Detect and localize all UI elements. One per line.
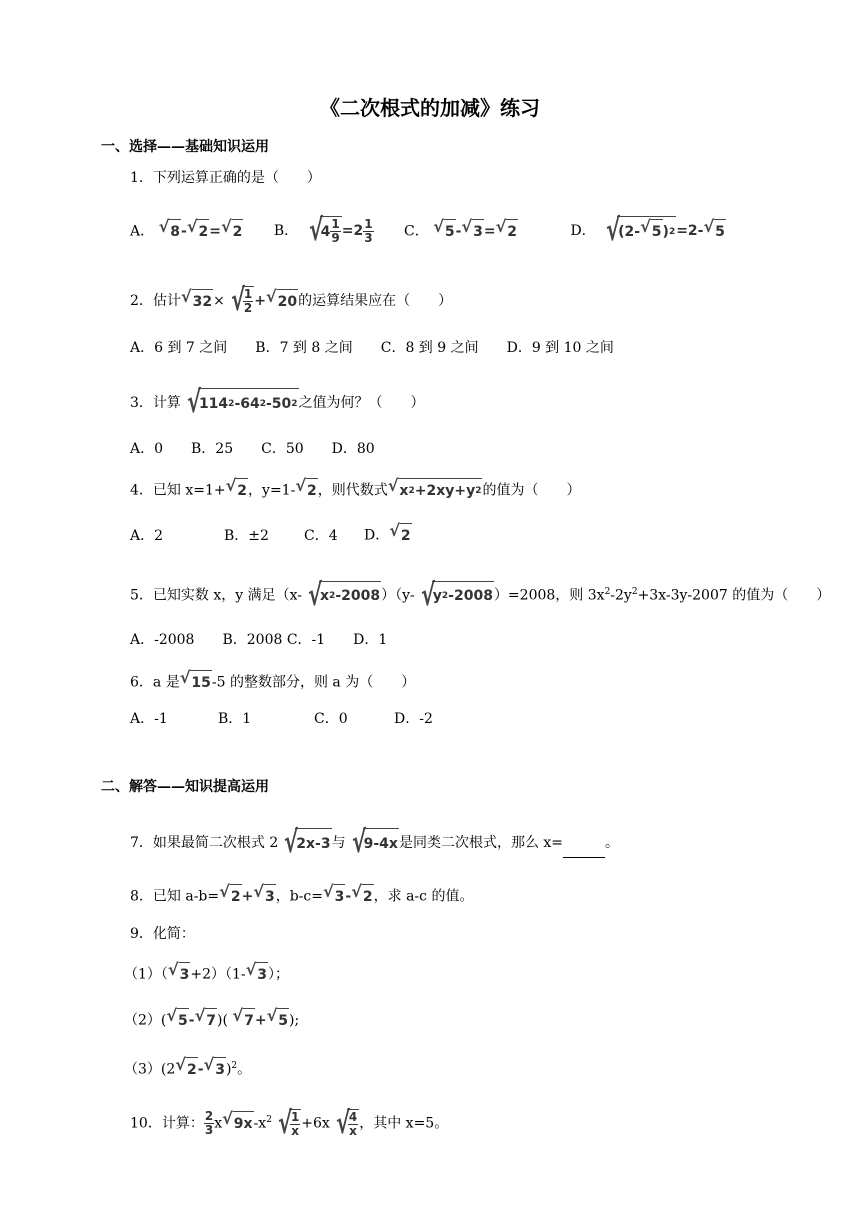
text: （2）(: [124, 1012, 167, 1029]
question-2-options: A．6 到 7 之间 B．7 到 8 之间 C．8 到 9 之间 D．9 到 10 之间: [130, 340, 614, 356]
math-expr: 9x: [233, 1111, 254, 1136]
option-label: D．: [570, 223, 596, 239]
text: )(: [217, 1012, 233, 1029]
q1-option-a: A． √ 8 - √ 2 = √ 2: [130, 219, 243, 244]
math-expr: 2: [230, 884, 242, 909]
math-expr: x: [214, 1115, 223, 1132]
question-10-stem: 10．计算： $\frac{2}{3}$ x √ 9x $-x^2$ √ $\frac{1}{x}$ +6x √ $\frac{4}{x}$ ，其中 x=5。: [130, 1105, 449, 1141]
math-op: +: [241, 888, 254, 905]
q1-option-b: B． √ 4 $\frac{1}{9}$ =2 $\frac{1}{3}$: [273, 213, 373, 248]
text: 7．如果最简二次根式 2: [130, 835, 279, 851]
question-1-options: [130, 213, 726, 248]
text: （1）（: [124, 966, 168, 983]
section-2-heading: 二、解答——知识提高运用: [101, 779, 269, 795]
text: -2y: [610, 587, 632, 604]
math-op: -: [197, 1061, 204, 1078]
exponent: 2: [441, 591, 449, 602]
text: 。: [605, 835, 620, 851]
question-5-options: A．-2008 B．2008 C．-1 D．1: [130, 632, 388, 648]
text: ，b-c=: [275, 888, 323, 905]
fraction-denominator: 3: [364, 230, 373, 245]
math-expr: 5: [277, 1008, 289, 1033]
fraction-denominator: x: [291, 1123, 299, 1138]
text: （3）(2: [124, 1061, 176, 1078]
q1-option-c: C． √ 5 - √ 3 = √ 2: [404, 219, 518, 244]
question-4-options: [130, 523, 412, 548]
math-expr: 3: [264, 884, 276, 909]
exponent: 2: [291, 398, 298, 409]
math-expr: 3: [256, 962, 268, 987]
text: ，y=1-: [248, 482, 296, 499]
math-expr: 2: [236, 478, 248, 503]
q6-option-a: A．-1: [130, 711, 168, 727]
math-expr: 114: [198, 395, 229, 412]
math-expr: 32: [192, 289, 213, 314]
math-expr: 3: [334, 884, 346, 909]
math-op: -: [188, 1012, 195, 1029]
q4-option-b: B．±2: [224, 527, 269, 544]
math-expr: +2xy+y: [414, 483, 476, 499]
q4-option-c: C．4: [304, 527, 338, 544]
question-7-stem: 7．如果最简二次根式 2 √ 2x-3 与 √ 9-4x 是同类二次根式，那么 x= 。: [130, 825, 620, 860]
math-expr: 5: [651, 219, 663, 244]
math-expr: 2: [362, 884, 374, 909]
fraction-numerator: 1: [290, 1109, 300, 1124]
text: ）；: [268, 966, 290, 983]
text: 。: [237, 1061, 252, 1078]
text: ）（y-: [381, 587, 415, 604]
section-1-heading: 一、选择——基础知识运用: [101, 139, 269, 155]
math-expr: 20: [277, 289, 298, 314]
text: 的值为（ ）: [482, 482, 581, 499]
q6-option-b: B．1: [218, 711, 252, 727]
question-9-part-1: （1）（ √ 3 +2）（1- √ 3 ）；: [124, 962, 289, 987]
question-3-stem: 3．计算 √ 114 2 -64 2 -50 2 之值为何？（ ）: [130, 385, 425, 420]
text: 的运算结果应在（ ）: [298, 293, 453, 309]
q6-option-d: D．-2: [394, 711, 433, 727]
math-op: -: [345, 888, 352, 905]
math-op: +: [254, 1012, 267, 1029]
math-expr: 7: [243, 1008, 255, 1033]
math-op: ×: [213, 293, 225, 309]
math-expr: 5: [714, 219, 726, 244]
math-expr: y: [432, 588, 442, 605]
math-expr: 7: [205, 1008, 217, 1033]
exponent: 2: [604, 587, 611, 597]
text: ，求 a-c 的值。: [373, 888, 474, 905]
math-expr: +6x: [301, 1115, 330, 1132]
text: 5．已知实数 x，y 满足（x-: [130, 587, 302, 604]
fraction-numerator: 1: [331, 217, 340, 231]
exponent: 2: [228, 398, 235, 409]
math-expr: x: [399, 483, 409, 499]
text: );: [288, 1012, 300, 1029]
math-expr: 9-4x: [363, 828, 399, 858]
math-expr: 2: [306, 478, 318, 503]
text: 4．已知 x=1+: [130, 482, 226, 499]
text: 3．计算: [130, 395, 181, 411]
question-2-stem: 2．估计 √ 32 × √ $\frac{1}{2}$ + √ 20 的运算结果应在（ ）: [130, 283, 453, 318]
math-expr: 3: [179, 962, 191, 987]
math-expr: -2008: [335, 588, 381, 605]
math-expr: 3: [472, 219, 484, 244]
text: 8．已知 a-b=: [130, 888, 220, 905]
text: 6．a 是: [130, 674, 180, 691]
math-expr: 8: [169, 219, 181, 244]
exponent: 2: [475, 486, 482, 496]
q6-option-c: C．0: [314, 711, 348, 727]
text: 是同类二次根式，那么 x=: [398, 835, 564, 851]
exponent: 2: [231, 1061, 238, 1071]
math-op: -: [181, 223, 187, 239]
math-expr: 5: [444, 219, 456, 244]
fraction-numerator: 2: [204, 1109, 214, 1124]
option-label: D．: [364, 527, 390, 544]
text: 之值为何？（ ）: [298, 395, 425, 411]
math-expr: -64: [234, 395, 260, 412]
math-expr: 2: [232, 219, 244, 244]
math-op: =: [483, 223, 496, 239]
q4-option-d: D． √ 2: [364, 523, 412, 548]
text: +3x-3y-2007 的值为（ ）: [637, 587, 831, 604]
text: 与: [331, 835, 346, 851]
text: ，其中 x=5。: [359, 1115, 449, 1132]
math-expr: x: [320, 588, 330, 605]
question-9-part-3: （3）(2 √ 2 - √ 3 )$^2$。: [124, 1054, 251, 1082]
question-1-stem: 1．下列运算正确的是（ ）: [130, 170, 321, 186]
math-op: =: [209, 223, 221, 239]
math-expr: 4: [320, 223, 331, 240]
text: ）=2008，则 3x: [493, 587, 605, 604]
math-expr: (2-: [618, 223, 641, 240]
math-expr: -2008: [448, 588, 493, 605]
question-3-options: A．0 B．25 C．50 D．80: [130, 441, 375, 457]
question-6-options: [130, 707, 433, 731]
option-label: B．: [273, 223, 299, 239]
text: +2）（1-: [190, 966, 246, 983]
math-expr: -x: [253, 1115, 267, 1132]
question-9-stem: 9．化简：: [130, 926, 195, 942]
exponent: 2: [631, 587, 638, 597]
exponent: 2: [668, 226, 676, 237]
math-expr: 2: [400, 523, 412, 548]
question-8-stem: 8．已知 a-b= √ 2 + √ 3 ，b-c= √ 3 - √ 2 ，求 a-c 的值。: [130, 884, 473, 909]
exponent: 2: [259, 398, 266, 409]
option-label: C．: [404, 223, 429, 239]
q4-option-a: A．2: [130, 527, 164, 544]
math-expr: ): [662, 223, 669, 240]
math-expr: 15: [190, 670, 211, 695]
fraction-numerator: 1: [364, 216, 373, 231]
option-label: A．: [130, 223, 155, 239]
exponent: 2: [408, 486, 415, 496]
math-expr: 2x-3: [295, 828, 331, 858]
fraction-numerator: 1: [243, 287, 253, 301]
answer-blank: [563, 843, 605, 858]
math-op: -: [455, 223, 462, 239]
math-expr: 2: [186, 1057, 198, 1082]
math-op: =2: [341, 223, 364, 239]
question-4-stem: 4．已知 x=1+ √ 2 ，y=1- √ 2 ，则代数式 √ x 2 +2xy+y 2 的值为（ ）: [130, 478, 580, 503]
fraction-numerator: 4: [348, 1109, 358, 1124]
fraction-denominator: 2: [243, 301, 253, 315]
question-9-part-2: （2）( √ 5 - √ 7 )( √ 7 + √ 5 );: [124, 1008, 299, 1033]
fraction-denominator: 9: [331, 231, 340, 245]
math-op: +: [254, 293, 266, 309]
text: 10．计算：: [130, 1115, 204, 1132]
fraction-denominator: x: [349, 1123, 357, 1138]
exponent: 2: [266, 1115, 272, 1125]
question-6-stem: 6．a 是 √ 15 -5 的整数部分，则 a 为（ ）: [130, 670, 415, 695]
math-expr: 3: [214, 1057, 226, 1082]
math-expr: -50: [266, 395, 292, 412]
q1-option-d: D． √ (2- √ 5 ) 2 =2- √ 5: [570, 213, 725, 248]
math-expr: 5: [177, 1008, 189, 1033]
question-5-stem: 5．已知实数 x，y 满足（x- √ x 2 -2008 ）（y- √ y 2 -2008 ）=2008，则 $3x^2-2y^2+3x-3y-2007$ 的值为（ ）: [130, 577, 831, 613]
math-expr: 2: [506, 219, 518, 244]
fraction-denominator: 3: [204, 1123, 214, 1138]
math-op: =2-: [676, 223, 704, 239]
text: 2．估计: [130, 293, 181, 309]
exponent: 2: [329, 591, 336, 602]
text: ): [225, 1061, 232, 1078]
math-expr: 2: [197, 219, 209, 244]
text: ，则代数式: [317, 482, 388, 499]
page-title: 《二次根式的加减》练习: [320, 96, 540, 120]
text: -5 的整数部分，则 a 为（ ）: [211, 674, 416, 691]
